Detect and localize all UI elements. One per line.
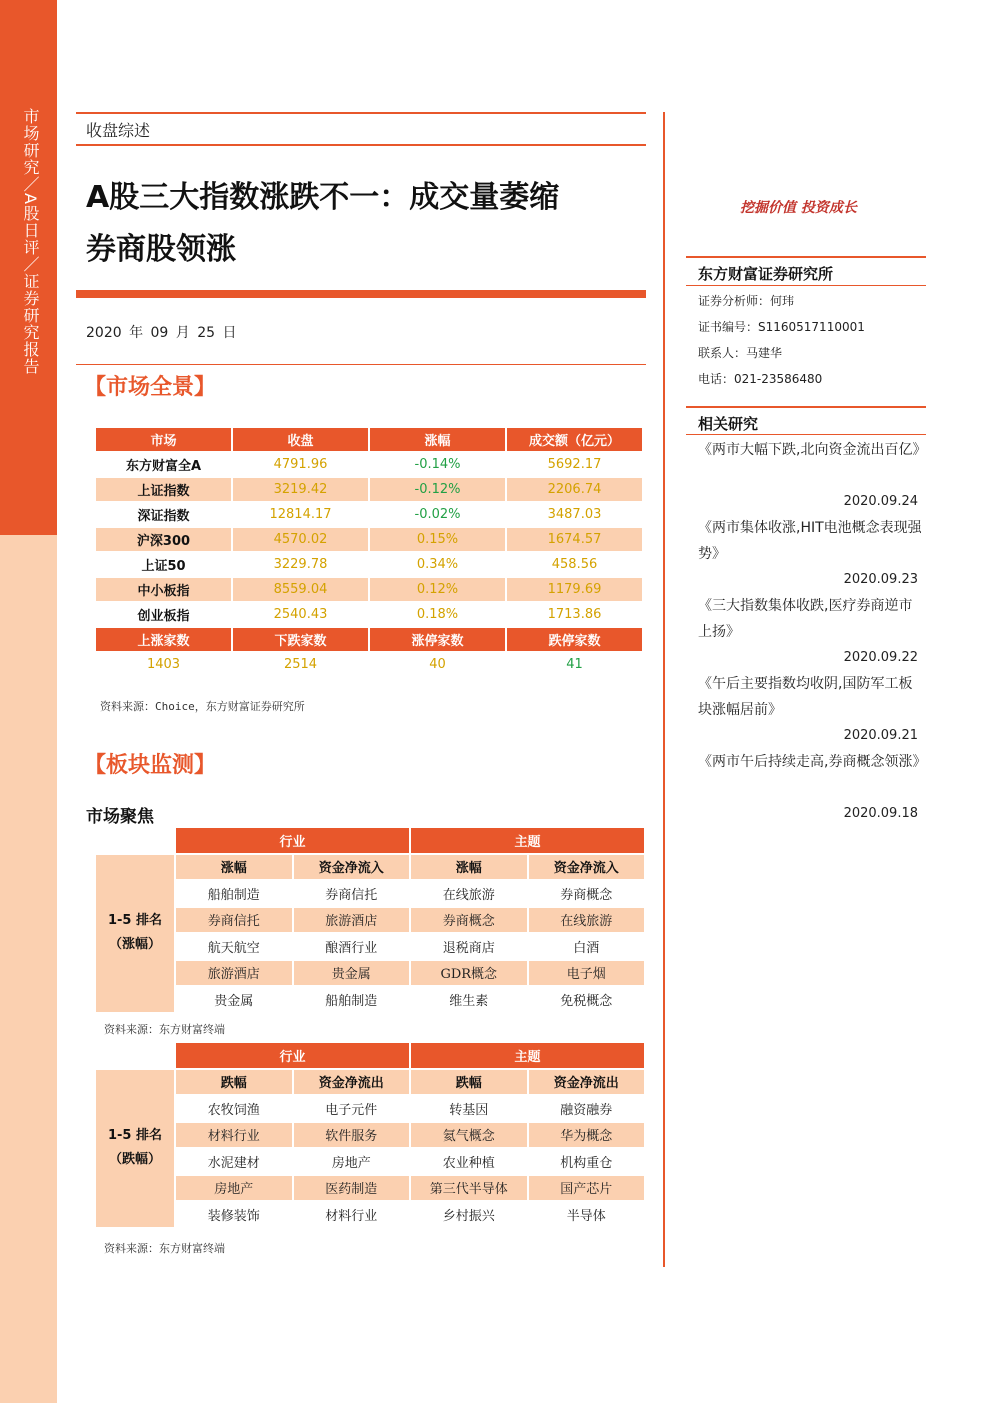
sector-cell: 船舶制造	[294, 987, 410, 1012]
related-underline	[686, 434, 926, 435]
losers-table	[94, 1041, 646, 1229]
sector-cell: 华为概念	[529, 1123, 645, 1148]
table-row	[96, 987, 644, 1012]
col-header: 涨幅	[176, 855, 292, 880]
table-row	[96, 961, 644, 986]
section-rule	[76, 144, 646, 146]
col-header: 资金净流入	[294, 855, 410, 880]
decliners-count: 2514	[233, 653, 368, 676]
market-row	[96, 578, 642, 601]
sector-cell: 船舶制造	[176, 881, 292, 906]
volume-value: 458.56	[507, 553, 642, 576]
institute-rule	[686, 256, 926, 258]
gainers-source: 资料来源：东方财富终端	[104, 1023, 225, 1036]
date-rule	[76, 364, 646, 365]
rank-label	[96, 855, 174, 1012]
market-name: 沪深300	[96, 528, 231, 551]
volume-value: 1713.86	[507, 603, 642, 626]
rank-label-line: 1-5 排名	[107, 1128, 162, 1143]
losers-source: 资料来源：东方财富终端	[104, 1242, 225, 1255]
group-header: 行业	[176, 828, 409, 853]
market-header-row	[96, 428, 642, 451]
change-value: 0.12%	[370, 578, 505, 601]
sector-cell: 旅游酒店	[176, 961, 292, 986]
related-report-date: 2020.09.24	[843, 494, 918, 509]
col-header: 资金净流出	[294, 1070, 410, 1095]
col-header: 资金净流出	[529, 1070, 645, 1095]
sector-cell: 维生素	[411, 987, 527, 1012]
market-heading: 【市场全景】	[84, 374, 217, 400]
institute-name: 东方财富证券研究所	[698, 265, 834, 283]
col-header: 资金净流入	[529, 855, 645, 880]
rank-label-line: 1-5 排名	[107, 913, 162, 928]
count-header: 下跌家数	[233, 628, 368, 651]
sector-cell: 券商信托	[176, 908, 292, 933]
market-row	[96, 503, 642, 526]
group-header: 行业	[176, 1043, 409, 1068]
table-row	[96, 1096, 644, 1121]
sector-cell: 贵金属	[176, 987, 292, 1012]
sector-cell: 半导体	[529, 1202, 645, 1227]
sector-cell: 航天航空	[176, 934, 292, 959]
count-header: 涨停家数	[370, 628, 505, 651]
sector-cell: 材料行业	[176, 1123, 292, 1148]
sector-cell: 酿酒行业	[294, 934, 410, 959]
institute-underline	[686, 285, 926, 286]
report-title	[86, 172, 636, 276]
col-header: 收盘	[233, 428, 368, 451]
sector-cell: 材料行业	[294, 1202, 410, 1227]
sector-cell: 在线旅游	[529, 908, 645, 933]
limit-down-count: 41	[507, 653, 642, 676]
contact: 联系人：马建华	[698, 346, 783, 360]
count-row	[96, 653, 642, 676]
sector-cell: 旅游酒店	[294, 908, 410, 933]
market-row	[96, 478, 642, 501]
title-line-2: 券商股领涨	[86, 232, 236, 267]
market-name: 上证50	[96, 553, 231, 576]
sector-cell: 水泥建材	[176, 1149, 292, 1174]
related-heading: 相关研究	[698, 415, 759, 433]
volume-value: 5692.17	[507, 453, 642, 476]
related-report-link[interactable]: 《两市集体收涨,HIT电池概念表现强势》	[698, 520, 922, 562]
market-name: 上证指数	[96, 478, 231, 501]
group-header-row	[96, 1043, 644, 1068]
related-report-date: 2020.09.22	[843, 650, 918, 665]
sector-cell: 农业种植	[411, 1149, 527, 1174]
sector-cell: 医药制造	[294, 1176, 410, 1201]
sector-cell: 券商概念	[529, 881, 645, 906]
count-header: 上涨家数	[96, 628, 231, 651]
close-value: 2540.43	[233, 603, 368, 626]
table-row	[96, 934, 644, 959]
sector-cell: 房地产	[176, 1176, 292, 1201]
sector-cell: 乡村振兴	[411, 1202, 527, 1227]
sector-cell: 在线旅游	[411, 881, 527, 906]
related-report-date: 2020.09.23	[843, 572, 918, 587]
change-value: 0.15%	[370, 528, 505, 551]
sector-cell: 国产芯片	[529, 1176, 645, 1201]
sector-subheading: 市场聚焦	[86, 807, 154, 827]
limit-up-count: 40	[370, 653, 505, 676]
count-header-row	[96, 628, 642, 651]
sector-cell: 转基因	[411, 1096, 527, 1121]
corner-cell	[96, 1043, 174, 1068]
market-name: 中小板指	[96, 578, 231, 601]
close-value: 12814.17	[233, 503, 368, 526]
change-value: -0.12%	[370, 478, 505, 501]
sector-cell: 氦气概念	[411, 1123, 527, 1148]
sector-cell: GDR概念	[411, 961, 527, 986]
sector-cell: 券商信托	[294, 881, 410, 906]
sector-cell: 农牧饲渔	[176, 1096, 292, 1121]
sector-cell: 券商概念	[411, 908, 527, 933]
market-table	[94, 426, 644, 678]
volume-value: 1674.57	[507, 528, 642, 551]
change-value: 0.34%	[370, 553, 505, 576]
col-header: 涨幅	[370, 428, 505, 451]
volume-value: 1179.69	[507, 578, 642, 601]
col-header-row	[96, 1070, 644, 1095]
close-value: 8559.04	[233, 578, 368, 601]
change-value: 0.18%	[370, 603, 505, 626]
advancers-count: 1403	[96, 653, 231, 676]
market-name: 东方财富全A	[96, 453, 231, 476]
col-header: 跌幅	[176, 1070, 292, 1095]
count-header: 跌停家数	[507, 628, 642, 651]
change-value: -0.14%	[370, 453, 505, 476]
close-value: 4570.02	[233, 528, 368, 551]
title-rule	[76, 290, 646, 298]
market-source: 资料来源：Choice，东方财富证券研究所	[100, 700, 305, 713]
certificate-no: 证书编号：S1160517110001	[698, 320, 865, 334]
gainers-table	[94, 826, 646, 1014]
sector-cell: 电子元件	[294, 1096, 410, 1121]
phone: 电话：021-23586480	[698, 372, 823, 386]
col-header: 成交额（亿元）	[507, 428, 642, 451]
volume-value: 2206.74	[507, 478, 642, 501]
col-header-row	[96, 855, 644, 880]
top-rule	[76, 112, 646, 114]
sector-cell: 装修装饰	[176, 1202, 292, 1227]
report-category: 市场研究／A股日评／证券研究报告	[21, 108, 40, 375]
related-report-link[interactable]: 《午后主要指数均收阴,国防军工板块涨幅居前》	[698, 676, 913, 718]
close-value: 3219.42	[233, 478, 368, 501]
market-row	[96, 553, 642, 576]
sector-cell: 白酒	[529, 934, 645, 959]
section-label: 收盘综述	[86, 121, 151, 140]
group-header: 主题	[411, 828, 644, 853]
group-header-row	[96, 828, 644, 853]
sector-cell: 贵金属	[294, 961, 410, 986]
table-row	[96, 1149, 644, 1174]
title-line-1: A股三大指数涨跌不一：成交量萎缩	[86, 180, 560, 215]
related-report-link[interactable]: 《三大指数集体收跌,医疗券商逆市上扬》	[698, 598, 913, 640]
related-report-link[interactable]: 《两市午后持续走高,券商概念领涨》	[698, 754, 927, 770]
market-name: 创业板指	[96, 603, 231, 626]
sector-cell: 免税概念	[529, 987, 645, 1012]
table-row	[96, 1123, 644, 1148]
analyst: 证券分析师：何玮	[698, 294, 795, 308]
sector-cell: 电子烟	[529, 961, 645, 986]
close-value: 4791.96	[233, 453, 368, 476]
market-name: 深证指数	[96, 503, 231, 526]
market-row	[96, 453, 642, 476]
volume-value: 3487.03	[507, 503, 642, 526]
market-row	[96, 528, 642, 551]
close-value: 3229.78	[233, 553, 368, 576]
slogan: 挖掘价值 投资成长	[740, 200, 857, 216]
table-row	[96, 1176, 644, 1201]
col-header: 涨幅	[411, 855, 527, 880]
change-value: -0.02%	[370, 503, 505, 526]
related-report-date: 2020.09.21	[843, 728, 918, 743]
rank-label-line: （涨幅）	[108, 937, 161, 952]
market-row	[96, 603, 642, 626]
column-divider	[663, 112, 665, 1267]
table-row	[96, 881, 644, 906]
rank-label	[96, 1070, 174, 1227]
table-row	[96, 908, 644, 933]
table-row	[96, 1202, 644, 1227]
related-report-date: 2020.09.18	[843, 806, 918, 821]
sector-cell: 融资融券	[529, 1096, 645, 1121]
sector-cell: 房地产	[294, 1149, 410, 1174]
sector-cell: 软件服务	[294, 1123, 410, 1148]
corner-cell	[96, 828, 174, 853]
sector-heading: 【板块监测】	[84, 752, 217, 778]
sidebar	[0, 0, 57, 1403]
related-rule	[686, 406, 926, 408]
col-header: 市场	[96, 428, 231, 451]
related-report-link[interactable]: 《两市大幅下跌,北向资金流出百亿》	[698, 442, 927, 458]
group-header: 主题	[411, 1043, 644, 1068]
rank-label-line: （跌幅）	[108, 1152, 161, 1167]
report-date: 2020 年 09 月 25 日	[86, 325, 237, 341]
col-header: 跌幅	[411, 1070, 527, 1095]
sector-cell: 第三代半导体	[411, 1176, 527, 1201]
sector-cell: 机构重仓	[529, 1149, 645, 1174]
sector-cell: 退税商店	[411, 934, 527, 959]
